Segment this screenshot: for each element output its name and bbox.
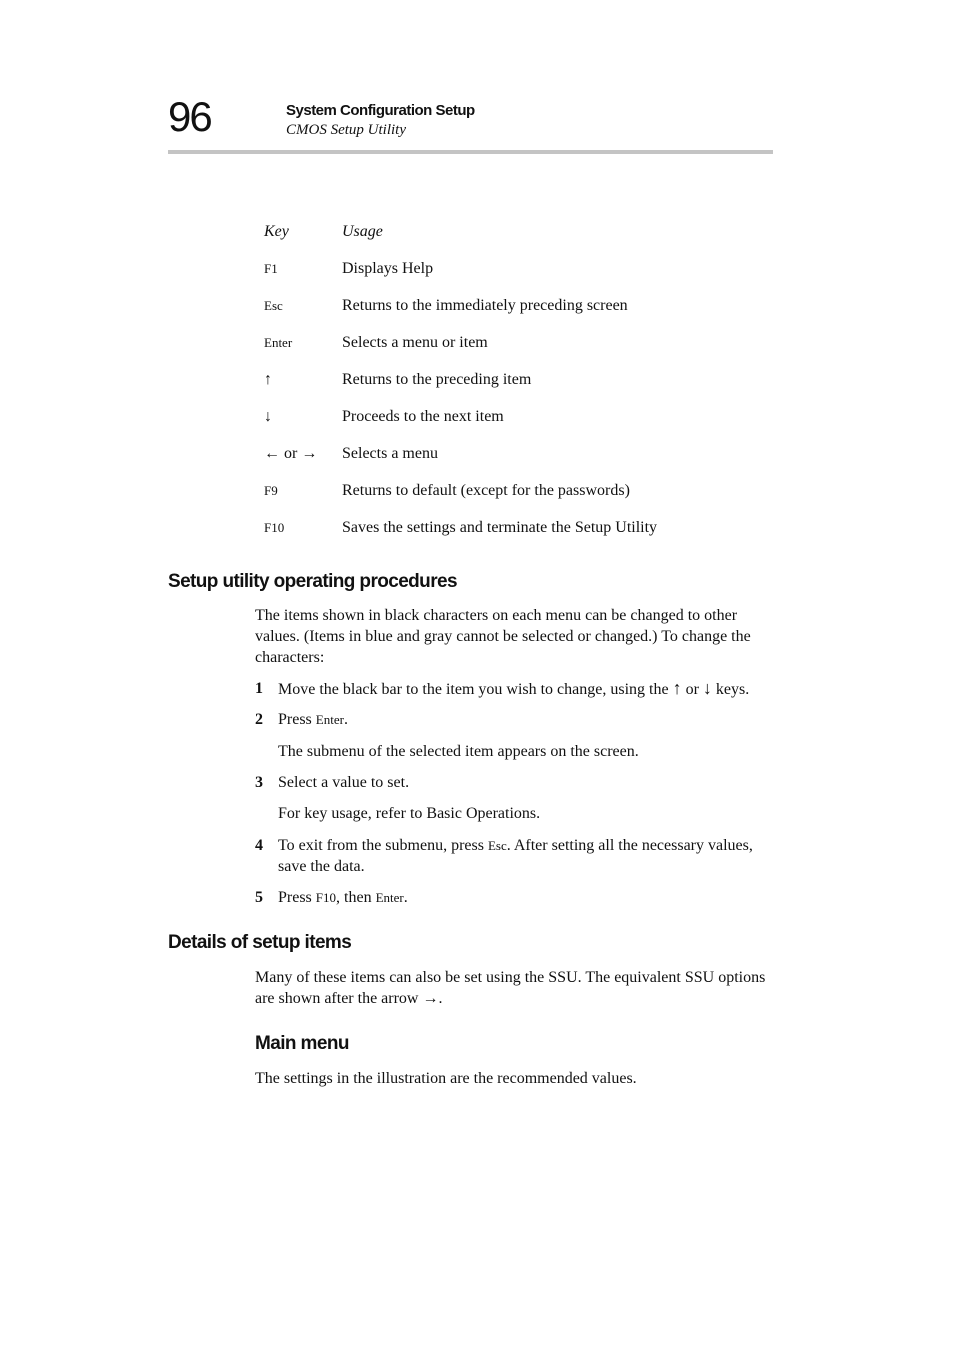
main-menu-heading: Main menu	[255, 1033, 349, 1054]
header-divider	[168, 150, 773, 154]
step-note: For key usage, refer to Basic Operations.	[278, 805, 541, 822]
key-name: F10	[315, 890, 337, 905]
procedures-intro: The items shown in black characters on each menu can be changed to other values. (Items in blue and gray cannot be selected or changed.) To change the characters:	[255, 607, 751, 666]
usage-cell: Saves the settings and terminate the Setup Utility	[342, 519, 658, 536]
step-number: 4	[255, 837, 263, 854]
usage-cell: Returns to the immediately preceding screen	[342, 297, 628, 314]
running-header-title: System Configuration Setup	[286, 102, 475, 119]
step-text: Press F10, then Enter.	[278, 889, 408, 906]
key-cell: Esc	[264, 298, 283, 313]
key-name: Enter	[315, 712, 344, 727]
procedures-heading: Setup utility operating procedures	[168, 571, 457, 592]
step-note: The submenu of the selected item appears on the screen.	[278, 743, 639, 760]
page-number: 96	[168, 93, 211, 140]
step-number: 3	[255, 774, 263, 791]
step-number: 1	[255, 680, 263, 697]
main-menu-text: The settings in the illustration are the recommended values.	[255, 1070, 637, 1087]
key-cell: F1	[264, 261, 278, 276]
step-number: 5	[255, 889, 263, 906]
step-text: Press Enter.	[278, 711, 348, 728]
usage-cell: Returns to default (except for the passwords)	[342, 482, 630, 499]
down-arrow-icon: ↓	[702, 678, 712, 698]
usage-cell: Selects a menu	[342, 445, 438, 462]
running-header-subtitle: CMOS Setup Utility	[286, 122, 406, 138]
up-arrow-icon: ↑	[672, 678, 682, 698]
left-right-arrow-keys: ← or →	[264, 445, 318, 462]
up-arrow-key: ↑	[264, 371, 272, 388]
key-column-header: Key	[264, 223, 289, 240]
key-name: Esc	[487, 838, 507, 853]
down-arrow-key: ↓	[264, 408, 272, 425]
usage-cell: Proceeds to the next item	[342, 408, 504, 425]
usage-cell: Selects a menu or item	[342, 334, 488, 351]
details-text: Many of these items can also be set using the SSU. The equivalent SSU options are shown after the arrow →.	[255, 969, 766, 1007]
key-cell: F9	[264, 483, 278, 498]
key-cell: F10	[264, 520, 285, 535]
step-text: Move the black bar to the item you wish to change, using the ↑ or ↓ keys.	[278, 678, 750, 698]
step-text: To exit from the submenu, press Esc. After setting all the necessary values, save the data.	[278, 837, 753, 875]
usage-column-header: Usage	[342, 223, 383, 240]
usage-cell: Displays Help	[342, 260, 434, 277]
details-heading: Details of setup items	[168, 932, 352, 953]
key-name: Enter	[375, 890, 404, 905]
usage-cell: Returns to the preceding item	[342, 371, 532, 388]
step-text: Select a value to set.	[278, 774, 410, 791]
key-cell: Enter	[264, 335, 293, 350]
step-number: 2	[255, 711, 263, 728]
